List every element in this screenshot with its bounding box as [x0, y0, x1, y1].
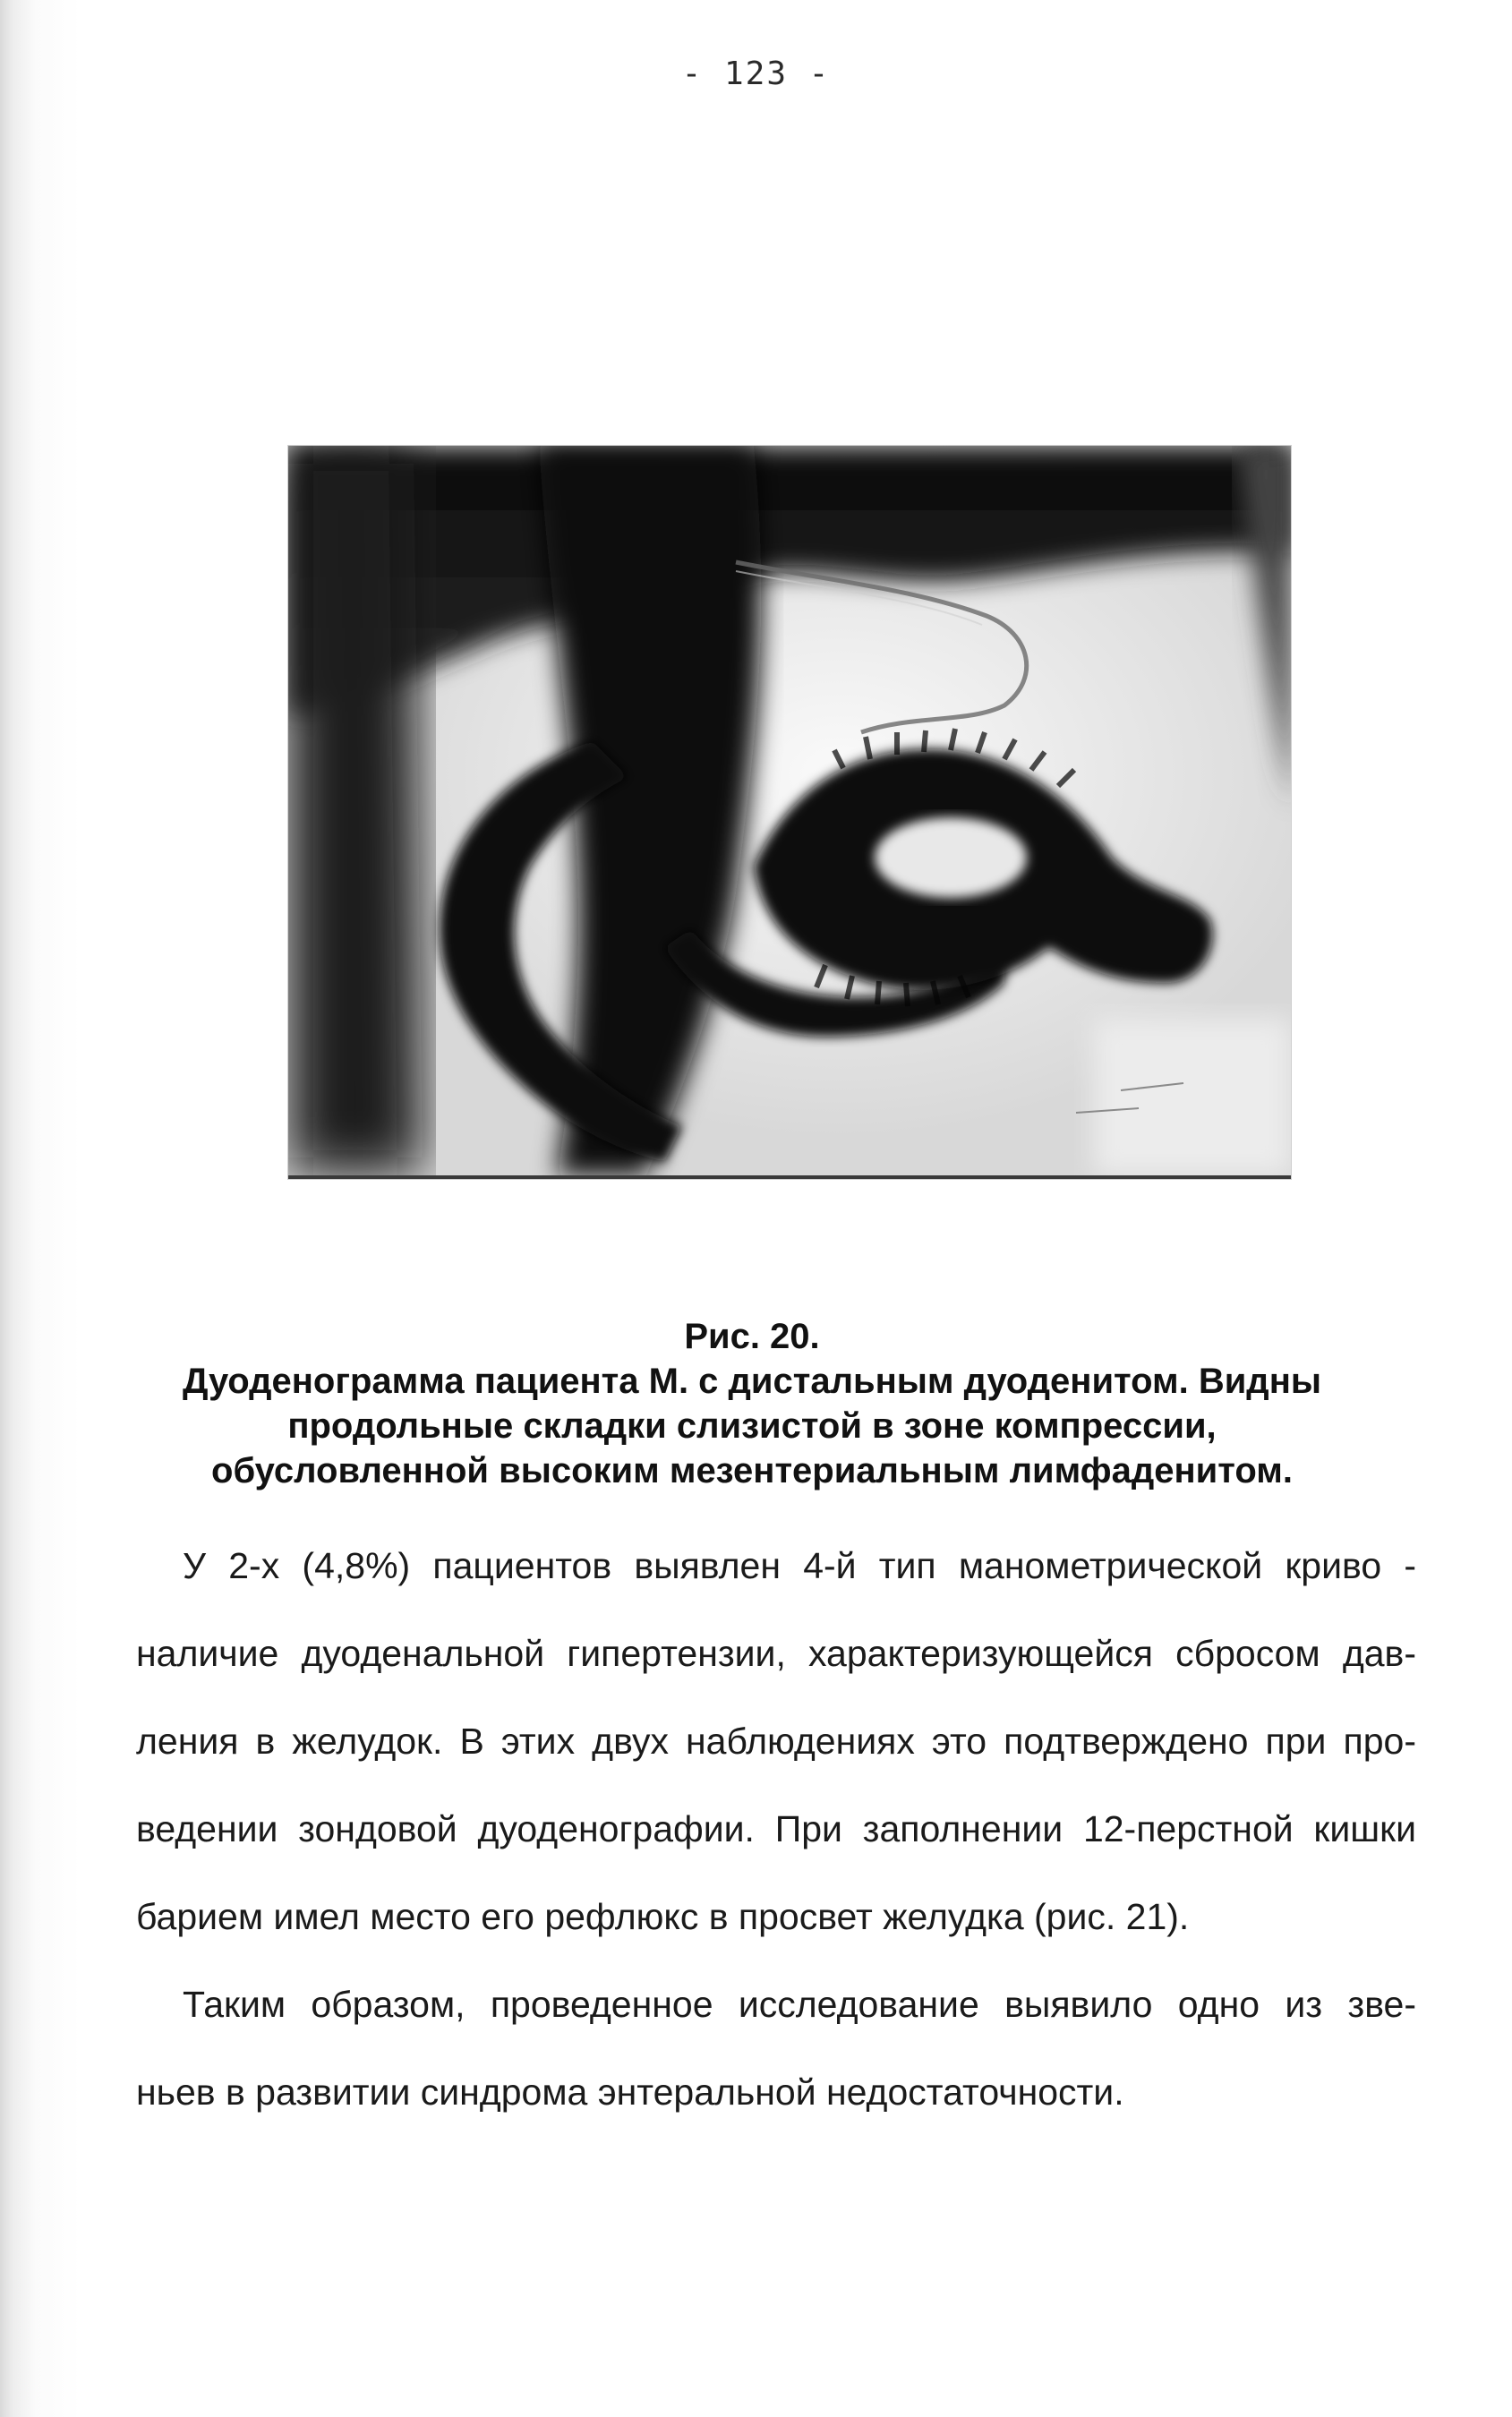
figure-label: Рис. 20.: [684, 1317, 820, 1356]
paragraph-1-line-1: У 2-х (4,8%) пациентов выявлен 4-й тип манометрической криво -: [183, 1545, 1416, 1586]
figure-caption: [107, 1314, 1397, 1493]
paragraph-1-line-3: ления в желудок. В этих двух наблюдениях это подтверждено при про-: [136, 1721, 1416, 1762]
body-text: [136, 1522, 1416, 2136]
page-number: - 123 -: [681, 56, 831, 92]
caption-line-2: продольные складки слизистой в зоне компрессии,: [287, 1406, 1217, 1446]
caption-line-1: Дуоденограмма пациента М. с дистальным дуоденитом. Видны: [182, 1362, 1322, 1401]
paragraph-2-line-2: ньев в развитии синдрома энтеральной недостаточности.: [136, 2071, 1124, 2113]
paragraph-1-line-2: наличие дуоденальной гипертензии, характеризующейся сбросом дав-: [136, 1633, 1416, 1674]
paragraph-1-line-5: барием имел место его рефлюкс в просвет желудка (рис. 21).: [136, 1896, 1190, 1937]
paragraph-2-line-1: Таким образом, проведенное исследование выявило одно из зве-: [183, 1984, 1416, 2025]
xray-illustration: [288, 446, 1291, 1175]
duodenogram-image: [288, 446, 1291, 1179]
paragraph-1-line-4: ведении зондовой дуоденографии. При заполнении 12-перстной кишки: [136, 1808, 1416, 1849]
caption-line-3: обусловленной высоким мезентериальным лимфаденитом.: [211, 1451, 1293, 1490]
